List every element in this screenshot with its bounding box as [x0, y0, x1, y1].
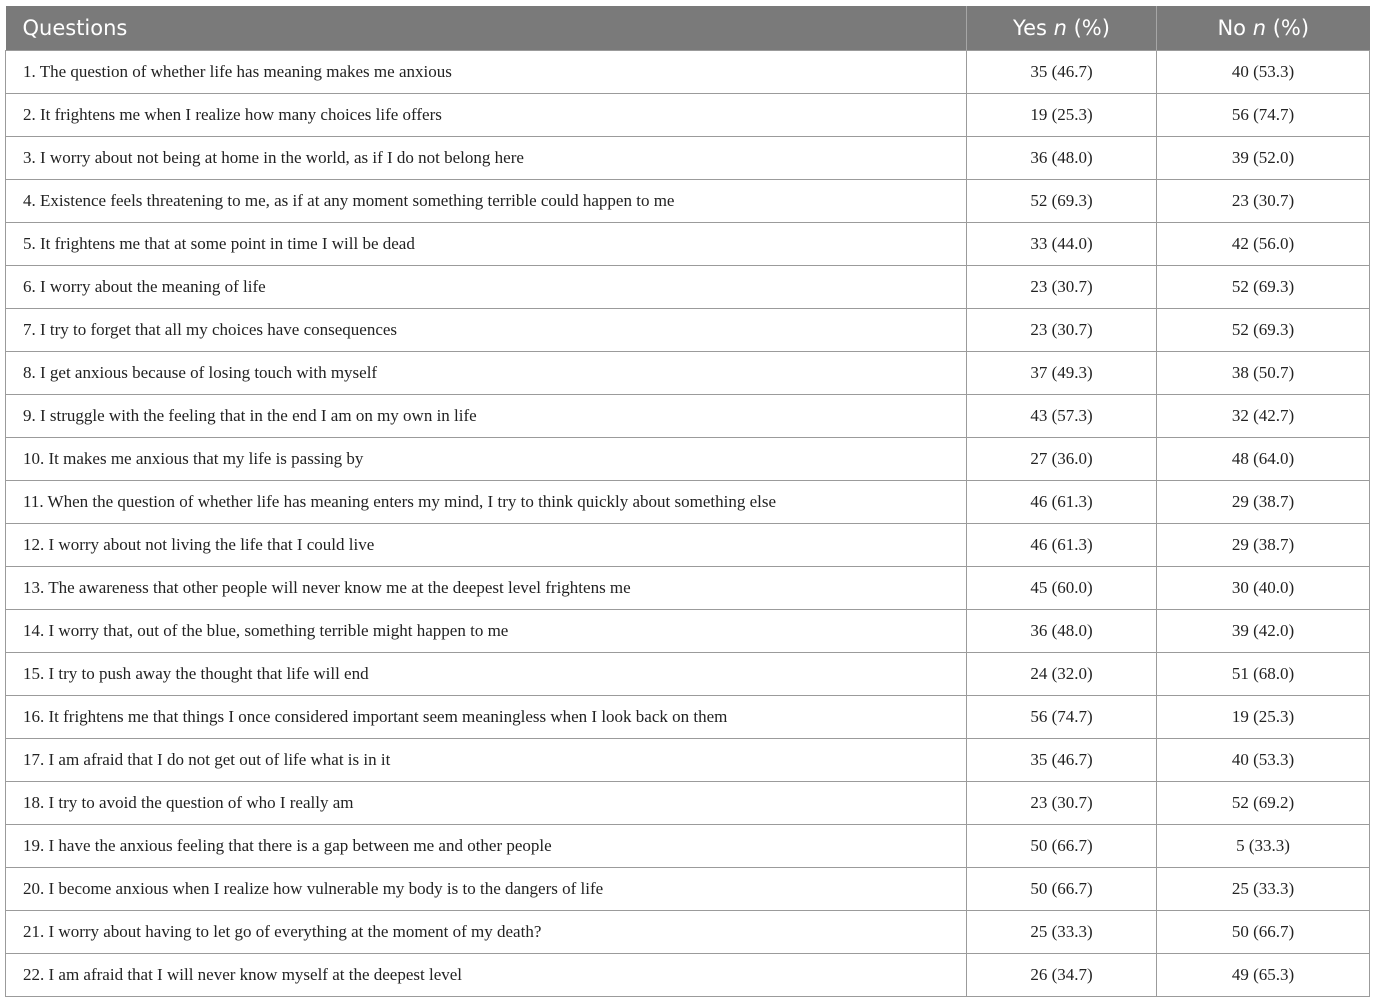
no-cell: 42 (56.0) — [1157, 223, 1370, 266]
yes-cell: 23 (30.7) — [967, 266, 1157, 309]
no-cell: 23 (30.7) — [1157, 180, 1370, 223]
table-row — [6, 868, 1370, 911]
no-cell: 39 (52.0) — [1157, 137, 1370, 180]
table-row — [6, 954, 1370, 997]
question-cell: 5. It frightens me that at some point in time I will be dead — [6, 223, 967, 266]
table-row — [6, 739, 1370, 782]
yes-cell: 50 (66.7) — [967, 868, 1157, 911]
question-cell: 10. It makes me anxious that my life is passing by — [6, 438, 967, 481]
no-cell: 51 (68.0) — [1157, 653, 1370, 696]
question-cell: 19. I have the anxious feeling that there is a gap between me and other people — [6, 825, 967, 868]
yes-cell: 46 (61.3) — [967, 524, 1157, 567]
no-cell: 52 (69.3) — [1157, 309, 1370, 352]
no-cell: 48 (64.0) — [1157, 438, 1370, 481]
yes-cell: 35 (46.7) — [967, 739, 1157, 782]
table-row — [6, 782, 1370, 825]
yes-cell: 19 (25.3) — [967, 94, 1157, 137]
no-cell: 50 (66.7) — [1157, 911, 1370, 954]
table-row — [6, 94, 1370, 137]
table-row — [6, 180, 1370, 223]
no-cell: 40 (53.3) — [1157, 51, 1370, 94]
table-row — [6, 825, 1370, 868]
table-row — [6, 610, 1370, 653]
no-cell: 29 (38.7) — [1157, 524, 1370, 567]
question-cell: 8. I get anxious because of losing touch with myself — [6, 352, 967, 395]
question-cell: 15. I try to push away the thought that life will end — [6, 653, 967, 696]
question-cell: 4. Existence feels threatening to me, as if at any moment something terrible could happen to me — [6, 180, 967, 223]
question-cell: 6. I worry about the meaning of life — [6, 266, 967, 309]
table-row — [6, 51, 1370, 94]
table-row — [6, 309, 1370, 352]
yes-cell: 43 (57.3) — [967, 395, 1157, 438]
question-cell: 11. When the question of whether life has meaning enters my mind, I try to think quickly about something else — [6, 481, 967, 524]
yes-cell: 37 (49.3) — [967, 352, 1157, 395]
table-row — [6, 653, 1370, 696]
question-cell: 20. I become anxious when I realize how vulnerable my body is to the dangers of life — [6, 868, 967, 911]
no-cell: 40 (53.3) — [1157, 739, 1370, 782]
yes-cell: 36 (48.0) — [967, 610, 1157, 653]
question-cell: 18. I try to avoid the question of who I really am — [6, 782, 967, 825]
table-row — [6, 524, 1370, 567]
no-cell: 25 (33.3) — [1157, 868, 1370, 911]
table-row — [6, 266, 1370, 309]
table-row — [6, 395, 1370, 438]
no-cell: 29 (38.7) — [1157, 481, 1370, 524]
table-row — [6, 438, 1370, 481]
yes-cell: 45 (60.0) — [967, 567, 1157, 610]
question-cell: 3. I worry about not being at home in the world, as if I do not belong here — [6, 137, 967, 180]
table-row — [6, 911, 1370, 954]
header-yes-label: Yes — [1013, 16, 1054, 40]
table-row — [6, 137, 1370, 180]
question-cell: 14. I worry that, out of the blue, something terrible might happen to me — [6, 610, 967, 653]
yes-cell: 27 (36.0) — [967, 438, 1157, 481]
yes-cell: 33 (44.0) — [967, 223, 1157, 266]
question-cell: 17. I am afraid that I do not get out of life what is in it — [6, 739, 967, 782]
table-row — [6, 223, 1370, 266]
header-row — [6, 6, 1370, 51]
header-no-n: n — [1252, 16, 1267, 40]
no-cell: 52 (69.2) — [1157, 782, 1370, 825]
header-no-pct: (%) — [1266, 16, 1310, 40]
results-table-container — [5, 6, 1369, 997]
yes-cell: 24 (32.0) — [967, 653, 1157, 696]
yes-cell: 26 (34.7) — [967, 954, 1157, 997]
question-cell: 16. It frightens me that things I once considered important seem meaningless when I look back on them — [6, 696, 967, 739]
question-cell: 12. I worry about not living the life that I could live — [6, 524, 967, 567]
yes-cell: 52 (69.3) — [967, 180, 1157, 223]
header-no — [1157, 6, 1370, 51]
no-cell: 39 (42.0) — [1157, 610, 1370, 653]
yes-cell: 23 (30.7) — [967, 309, 1157, 352]
header-questions: Questions — [6, 6, 967, 51]
table-header — [6, 6, 1370, 51]
question-cell: 1. The question of whether life has meaning makes me anxious — [6, 51, 967, 94]
yes-cell: 50 (66.7) — [967, 825, 1157, 868]
yes-cell: 35 (46.7) — [967, 51, 1157, 94]
no-cell: 19 (25.3) — [1157, 696, 1370, 739]
table-row — [6, 696, 1370, 739]
question-cell: 9. I struggle with the feeling that in the end I am on my own in life — [6, 395, 967, 438]
table-row — [6, 481, 1370, 524]
yes-cell: 56 (74.7) — [967, 696, 1157, 739]
header-no-label: No — [1217, 16, 1253, 40]
no-cell: 5 (33.3) — [1157, 825, 1370, 868]
header-yes-n: n — [1053, 16, 1067, 40]
no-cell: 49 (65.3) — [1157, 954, 1370, 997]
yes-cell: 25 (33.3) — [967, 911, 1157, 954]
header-yes-pct: (%) — [1066, 16, 1110, 40]
yes-cell: 36 (48.0) — [967, 137, 1157, 180]
table-row — [6, 567, 1370, 610]
header-yes — [967, 6, 1157, 51]
no-cell: 32 (42.7) — [1157, 395, 1370, 438]
yes-cell: 23 (30.7) — [967, 782, 1157, 825]
question-cell: 21. I worry about having to let go of everything at the moment of my death? — [6, 911, 967, 954]
table-row — [6, 352, 1370, 395]
no-cell: 38 (50.7) — [1157, 352, 1370, 395]
question-cell: 7. I try to forget that all my choices have consequences — [6, 309, 967, 352]
question-cell: 22. I am afraid that I will never know myself at the deepest level — [6, 954, 967, 997]
no-cell: 30 (40.0) — [1157, 567, 1370, 610]
results-table — [5, 6, 1370, 997]
no-cell: 56 (74.7) — [1157, 94, 1370, 137]
yes-cell: 46 (61.3) — [967, 481, 1157, 524]
no-cell: 52 (69.3) — [1157, 266, 1370, 309]
question-cell: 2. It frightens me when I realize how many choices life offers — [6, 94, 967, 137]
question-cell: 13. The awareness that other people will never know me at the deepest level frightens me — [6, 567, 967, 610]
table-body — [6, 51, 1370, 997]
